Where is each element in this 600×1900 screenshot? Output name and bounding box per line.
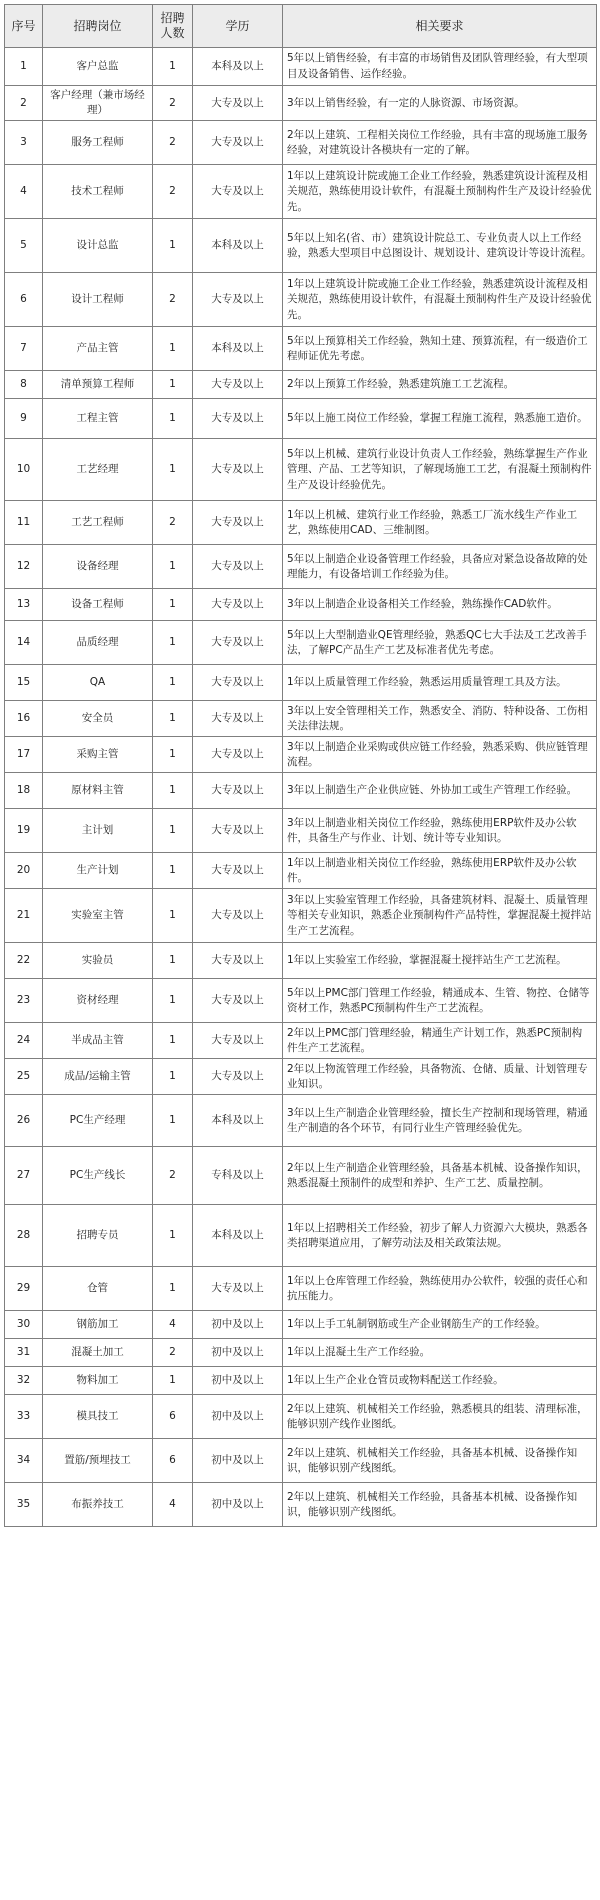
requirements-text: 2年以上物流管理工作经验，具备物流、仓储、质量、计划管理专业知识。 — [283, 1059, 597, 1095]
position-name: 设计总监 — [43, 219, 153, 273]
education-level: 初中及以上 — [193, 1483, 283, 1527]
position-name: 清单预算工程师 — [43, 371, 153, 399]
education-level: 本科及以上 — [193, 327, 283, 371]
requirements-text: 5年以上预算相关工作经验，熟知土建、预算流程，有一级造价工程师证优先考虑。 — [283, 327, 597, 371]
position-name: 产品主管 — [43, 327, 153, 371]
requirements-text: 1年以上生产企业仓管员或物料配送工作经验。 — [283, 1367, 597, 1395]
requirements-text: 3年以上销售经验，有一定的人脉资源、市场资源。 — [283, 86, 597, 121]
table-row — [5, 327, 597, 371]
table-row — [5, 48, 597, 86]
table-row — [5, 545, 597, 589]
requirements-text: 1年以上实验室工作经验，掌握混凝土搅拌站生产工艺流程。 — [283, 943, 597, 979]
requirements-text: 1年以上招聘相关工作经验，初步了解人力资源六大模块，熟悉各类招聘渠道应用，了解劳动法及相关政策法规。 — [283, 1205, 597, 1267]
requirements-text: 2年以上PMC部门管理经验，精通生产计划工作，熟悉PC预制构件生产工艺流程。 — [283, 1023, 597, 1059]
requirements-text: 5年以上制造企业设备管理工作经验，具备应对紧急设备故障的处理能力，有设备培训工作经验为佳。 — [283, 545, 597, 589]
education-level: 大专及以上 — [193, 665, 283, 701]
position-name: 半成品主管 — [43, 1023, 153, 1059]
requirements-text: 1年以上混凝土生产工作经验。 — [283, 1339, 597, 1367]
row-number: 27 — [5, 1147, 43, 1205]
requirements-text: 1年以上仓库管理工作经验，熟练使用办公软件，较强的责任心和抗压能力。 — [283, 1267, 597, 1311]
table-row — [5, 1095, 597, 1147]
table-row — [5, 371, 597, 399]
row-number: 14 — [5, 621, 43, 665]
position-name: QA — [43, 665, 153, 701]
requirements-text: 5年以上知名(省、市）建筑设计院总工、专业负责人以上工作经验，熟悉大型项目中总图设计、规划设计、建筑设计等设计流程。 — [283, 219, 597, 273]
hire-count: 1 — [153, 943, 193, 979]
table-row — [5, 1205, 597, 1267]
row-number: 1 — [5, 48, 43, 86]
hire-count: 1 — [153, 665, 193, 701]
requirements-text: 3年以上制造企业设备相关工作经验，熟练操作CAD软件。 — [283, 589, 597, 621]
position-name: 实验员 — [43, 943, 153, 979]
table-row — [5, 979, 597, 1023]
table-row — [5, 1339, 597, 1367]
hire-count: 1 — [153, 1367, 193, 1395]
requirements-text: 2年以上生产制造企业管理经验，具备基本机械、设备操作知识，熟悉混凝土预制件的成型和养护、生产工艺、质量控制。 — [283, 1147, 597, 1205]
position-name: 采购主管 — [43, 737, 153, 773]
education-level: 大专及以上 — [193, 773, 283, 809]
row-number: 4 — [5, 165, 43, 219]
row-number: 28 — [5, 1205, 43, 1267]
hire-count: 2 — [153, 86, 193, 121]
table-row — [5, 773, 597, 809]
row-number: 15 — [5, 665, 43, 701]
requirements-text: 3年以上生产制造企业管理经验，擅长生产控制和现场管理，精通生产制造的各个环节，有同行业生产管理经验优先。 — [283, 1095, 597, 1147]
table-row — [5, 889, 597, 943]
table-row — [5, 1311, 597, 1339]
education-level: 本科及以上 — [193, 1095, 283, 1147]
position-name: 工艺经理 — [43, 439, 153, 501]
row-number: 8 — [5, 371, 43, 399]
row-number: 3 — [5, 121, 43, 165]
position-name: 原材料主管 — [43, 773, 153, 809]
education-level: 大专及以上 — [193, 371, 283, 399]
hire-count: 1 — [153, 371, 193, 399]
hire-count: 2 — [153, 501, 193, 545]
row-number: 22 — [5, 943, 43, 979]
hire-count: 2 — [153, 121, 193, 165]
position-name: PC生产经理 — [43, 1095, 153, 1147]
row-number: 18 — [5, 773, 43, 809]
row-number: 23 — [5, 979, 43, 1023]
hire-count: 4 — [153, 1311, 193, 1339]
row-number: 13 — [5, 589, 43, 621]
row-number: 26 — [5, 1095, 43, 1147]
table-body — [5, 48, 597, 1527]
requirements-text: 5年以上PMC部门管理工作经验，精通成本、生管、物控、仓储等资材工作，熟悉PC预制构件生产工艺流程。 — [283, 979, 597, 1023]
requirements-text: 3年以上制造业相关岗位工作经验，熟练使用ERP软件及办公软件，具备生产与作业、计划、统计等专业知识。 — [283, 809, 597, 853]
position-name: 工艺工程师 — [43, 501, 153, 545]
education-level: 初中及以上 — [193, 1311, 283, 1339]
requirements-text: 1年以上机械、建筑行业工作经验，熟悉工厂流水线生产作业工艺，熟练使用CAD、三维制图。 — [283, 501, 597, 545]
table-row — [5, 1267, 597, 1311]
position-name: 模具技工 — [43, 1395, 153, 1439]
table-header — [5, 5, 597, 48]
hire-count: 1 — [153, 589, 193, 621]
table-row — [5, 943, 597, 979]
education-level: 大专及以上 — [193, 889, 283, 943]
education-level: 大专及以上 — [193, 121, 283, 165]
hire-count: 1 — [153, 773, 193, 809]
row-number: 7 — [5, 327, 43, 371]
hire-count: 1 — [153, 979, 193, 1023]
hire-count: 2 — [153, 273, 193, 327]
education-level: 大专及以上 — [193, 853, 283, 889]
hire-count: 1 — [153, 545, 193, 589]
row-number: 11 — [5, 501, 43, 545]
requirements-text: 1年以上手工轧制钢筋或生产企业钢筋生产的工作经验。 — [283, 1311, 597, 1339]
position-name: 安全员 — [43, 701, 153, 737]
requirements-text: 1年以上制造业相关岗位工作经验，熟练使用ERP软件及办公软件。 — [283, 853, 597, 889]
education-level: 初中及以上 — [193, 1367, 283, 1395]
education-level: 大专及以上 — [193, 545, 283, 589]
row-number: 30 — [5, 1311, 43, 1339]
table-row — [5, 1023, 597, 1059]
position-name: 布振养技工 — [43, 1483, 153, 1527]
row-number: 33 — [5, 1395, 43, 1439]
recruitment-table — [4, 4, 597, 1527]
table-row — [5, 665, 597, 701]
requirements-text: 3年以上制造生产企业供应链、外协加工或生产管理工作经验。 — [283, 773, 597, 809]
hire-count: 1 — [153, 48, 193, 86]
education-level: 初中及以上 — [193, 1395, 283, 1439]
position-name: 主计划 — [43, 809, 153, 853]
table-row — [5, 621, 597, 665]
requirements-text: 3年以上实验室管理工作经验，具备建筑材料、混凝土、质量管理等相关专业知识，熟悉企业预制构件产品特性，掌握混凝土搅拌站生产工艺流程。 — [283, 889, 597, 943]
table-row — [5, 219, 597, 273]
hire-count: 1 — [153, 737, 193, 773]
row-number: 19 — [5, 809, 43, 853]
table-row — [5, 165, 597, 219]
position-name: 成品/运输主管 — [43, 1059, 153, 1095]
table-row — [5, 86, 597, 121]
education-level: 本科及以上 — [193, 1205, 283, 1267]
row-number: 6 — [5, 273, 43, 327]
table-row — [5, 1147, 597, 1205]
education-level: 大专及以上 — [193, 165, 283, 219]
requirements-text: 2年以上建筑、机械相关工作经验，熟悉模具的组装、清理标准，能够识别产线作业图纸。 — [283, 1395, 597, 1439]
education-level: 大专及以上 — [193, 701, 283, 737]
header-education: 学历 — [193, 5, 283, 48]
hire-count: 1 — [153, 439, 193, 501]
position-name: 服务工程师 — [43, 121, 153, 165]
position-name: 招聘专员 — [43, 1205, 153, 1267]
header-no: 序号 — [5, 5, 43, 48]
requirements-text: 5年以上销售经验，有丰富的市场销售及团队管理经验，有大型项目及设备销售、运作经验。 — [283, 48, 597, 86]
position-name: 资材经理 — [43, 979, 153, 1023]
table-row — [5, 273, 597, 327]
table-row — [5, 501, 597, 545]
requirements-text: 3年以上安全管理相关工作，熟悉安全、消防、特种设备、工伤相关法律法规。 — [283, 701, 597, 737]
row-number: 5 — [5, 219, 43, 273]
requirements-text: 5年以上机械、建筑行业设计负责人工作经验，熟练掌握生产作业管理、产品、工艺等知识，了解现场施工工艺，有混凝土预制构件生产及设计经验优先。 — [283, 439, 597, 501]
position-name: 技术工程师 — [43, 165, 153, 219]
position-name: 混凝土加工 — [43, 1339, 153, 1367]
header-count: 招聘人数 — [153, 5, 193, 48]
row-number: 25 — [5, 1059, 43, 1095]
education-level: 大专及以上 — [193, 439, 283, 501]
education-level: 初中及以上 — [193, 1439, 283, 1483]
hire-count: 1 — [153, 853, 193, 889]
hire-count: 1 — [153, 1267, 193, 1311]
hire-count: 1 — [153, 219, 193, 273]
education-level: 大专及以上 — [193, 979, 283, 1023]
education-level: 大专及以上 — [193, 399, 283, 439]
row-number: 9 — [5, 399, 43, 439]
table-row — [5, 701, 597, 737]
hire-count: 6 — [153, 1395, 193, 1439]
position-name: 工程主管 — [43, 399, 153, 439]
requirements-text: 5年以上大型制造业QE管理经验，熟悉QC七大手法及工艺改善手法，了解PC产品生产工艺及标准者优先考虑。 — [283, 621, 597, 665]
row-number: 34 — [5, 1439, 43, 1483]
hire-count: 1 — [153, 1205, 193, 1267]
position-name: 置筋/预埋技工 — [43, 1439, 153, 1483]
requirements-text: 1年以上建筑设计院或施工企业工作经验，熟悉建筑设计流程及相关规范，熟练使用设计软件，有混凝土预制构件生产及设计经验优先。 — [283, 165, 597, 219]
requirements-text: 3年以上制造企业采购或供应链工作经验，熟悉采购、供应链管理流程。 — [283, 737, 597, 773]
requirements-text: 2年以上建筑、机械相关工作经验，具备基本机械、设备操作知识，能够识别产线图纸。 — [283, 1439, 597, 1483]
education-level: 大专及以上 — [193, 621, 283, 665]
table-row — [5, 1483, 597, 1527]
position-name: 生产计划 — [43, 853, 153, 889]
requirements-text: 1年以上建筑设计院或施工企业工作经验，熟悉建筑设计流程及相关规范，熟练使用设计软件，有混凝土预制构件生产及设计经验优先。 — [283, 273, 597, 327]
hire-count: 1 — [153, 889, 193, 943]
table-row — [5, 399, 597, 439]
row-number: 29 — [5, 1267, 43, 1311]
header-requirements: 相关要求 — [283, 5, 597, 48]
position-name: 设备经理 — [43, 545, 153, 589]
requirements-text: 2年以上建筑、工程相关岗位工作经验，具有丰富的现场施工服务经验，对建筑设计各模块有一定的了解。 — [283, 121, 597, 165]
row-number: 35 — [5, 1483, 43, 1527]
education-level: 本科及以上 — [193, 219, 283, 273]
hire-count: 1 — [153, 1095, 193, 1147]
education-level: 专科及以上 — [193, 1147, 283, 1205]
header-row — [5, 5, 597, 48]
education-level: 本科及以上 — [193, 48, 283, 86]
row-number: 16 — [5, 701, 43, 737]
hire-count: 1 — [153, 809, 193, 853]
education-level: 大专及以上 — [193, 1267, 283, 1311]
education-level: 大专及以上 — [193, 943, 283, 979]
table-row — [5, 439, 597, 501]
education-level: 大专及以上 — [193, 737, 283, 773]
position-name: 实验室主管 — [43, 889, 153, 943]
requirements-text: 2年以上预算工作经验，熟悉建筑施工工艺流程。 — [283, 371, 597, 399]
hire-count: 2 — [153, 1147, 193, 1205]
table-row — [5, 737, 597, 773]
education-level: 大专及以上 — [193, 589, 283, 621]
hire-count: 1 — [153, 1059, 193, 1095]
hire-count: 1 — [153, 621, 193, 665]
row-number: 21 — [5, 889, 43, 943]
table-row — [5, 809, 597, 853]
hire-count: 1 — [153, 701, 193, 737]
table-row — [5, 853, 597, 889]
row-number: 10 — [5, 439, 43, 501]
row-number: 24 — [5, 1023, 43, 1059]
position-name: 品质经理 — [43, 621, 153, 665]
hire-count: 2 — [153, 1339, 193, 1367]
table-row — [5, 121, 597, 165]
position-name: 仓管 — [43, 1267, 153, 1311]
hire-count: 2 — [153, 165, 193, 219]
row-number: 31 — [5, 1339, 43, 1367]
row-number: 20 — [5, 853, 43, 889]
hire-count: 1 — [153, 1023, 193, 1059]
position-name: 客户总监 — [43, 48, 153, 86]
education-level: 初中及以上 — [193, 1339, 283, 1367]
requirements-text: 5年以上施工岗位工作经验，掌握工程施工流程，熟悉施工造价。 — [283, 399, 597, 439]
position-name: 钢筋加工 — [43, 1311, 153, 1339]
position-name: PC生产线长 — [43, 1147, 153, 1205]
position-name: 设备工程师 — [43, 589, 153, 621]
row-number: 32 — [5, 1367, 43, 1395]
hire-count: 4 — [153, 1483, 193, 1527]
education-level: 大专及以上 — [193, 273, 283, 327]
hire-count: 1 — [153, 327, 193, 371]
position-name: 设计工程师 — [43, 273, 153, 327]
table-row — [5, 1395, 597, 1439]
row-number: 17 — [5, 737, 43, 773]
education-level: 大专及以上 — [193, 809, 283, 853]
hire-count: 1 — [153, 399, 193, 439]
requirements-text: 1年以上质量管理工作经验，熟悉运用质量管理工具及方法。 — [283, 665, 597, 701]
table-row — [5, 589, 597, 621]
education-level: 大专及以上 — [193, 86, 283, 121]
table-row — [5, 1059, 597, 1095]
row-number: 12 — [5, 545, 43, 589]
position-name: 客户经理（兼市场经理） — [43, 86, 153, 121]
table-row — [5, 1439, 597, 1483]
header-position: 招聘岗位 — [43, 5, 153, 48]
table-row — [5, 1367, 597, 1395]
requirements-text: 2年以上建筑、机械相关工作经验，具备基本机械、设备操作知识，能够识别产线图纸。 — [283, 1483, 597, 1527]
education-level: 大专及以上 — [193, 1023, 283, 1059]
hire-count: 6 — [153, 1439, 193, 1483]
education-level: 大专及以上 — [193, 1059, 283, 1095]
position-name: 物料加工 — [43, 1367, 153, 1395]
row-number: 2 — [5, 86, 43, 121]
education-level: 大专及以上 — [193, 501, 283, 545]
